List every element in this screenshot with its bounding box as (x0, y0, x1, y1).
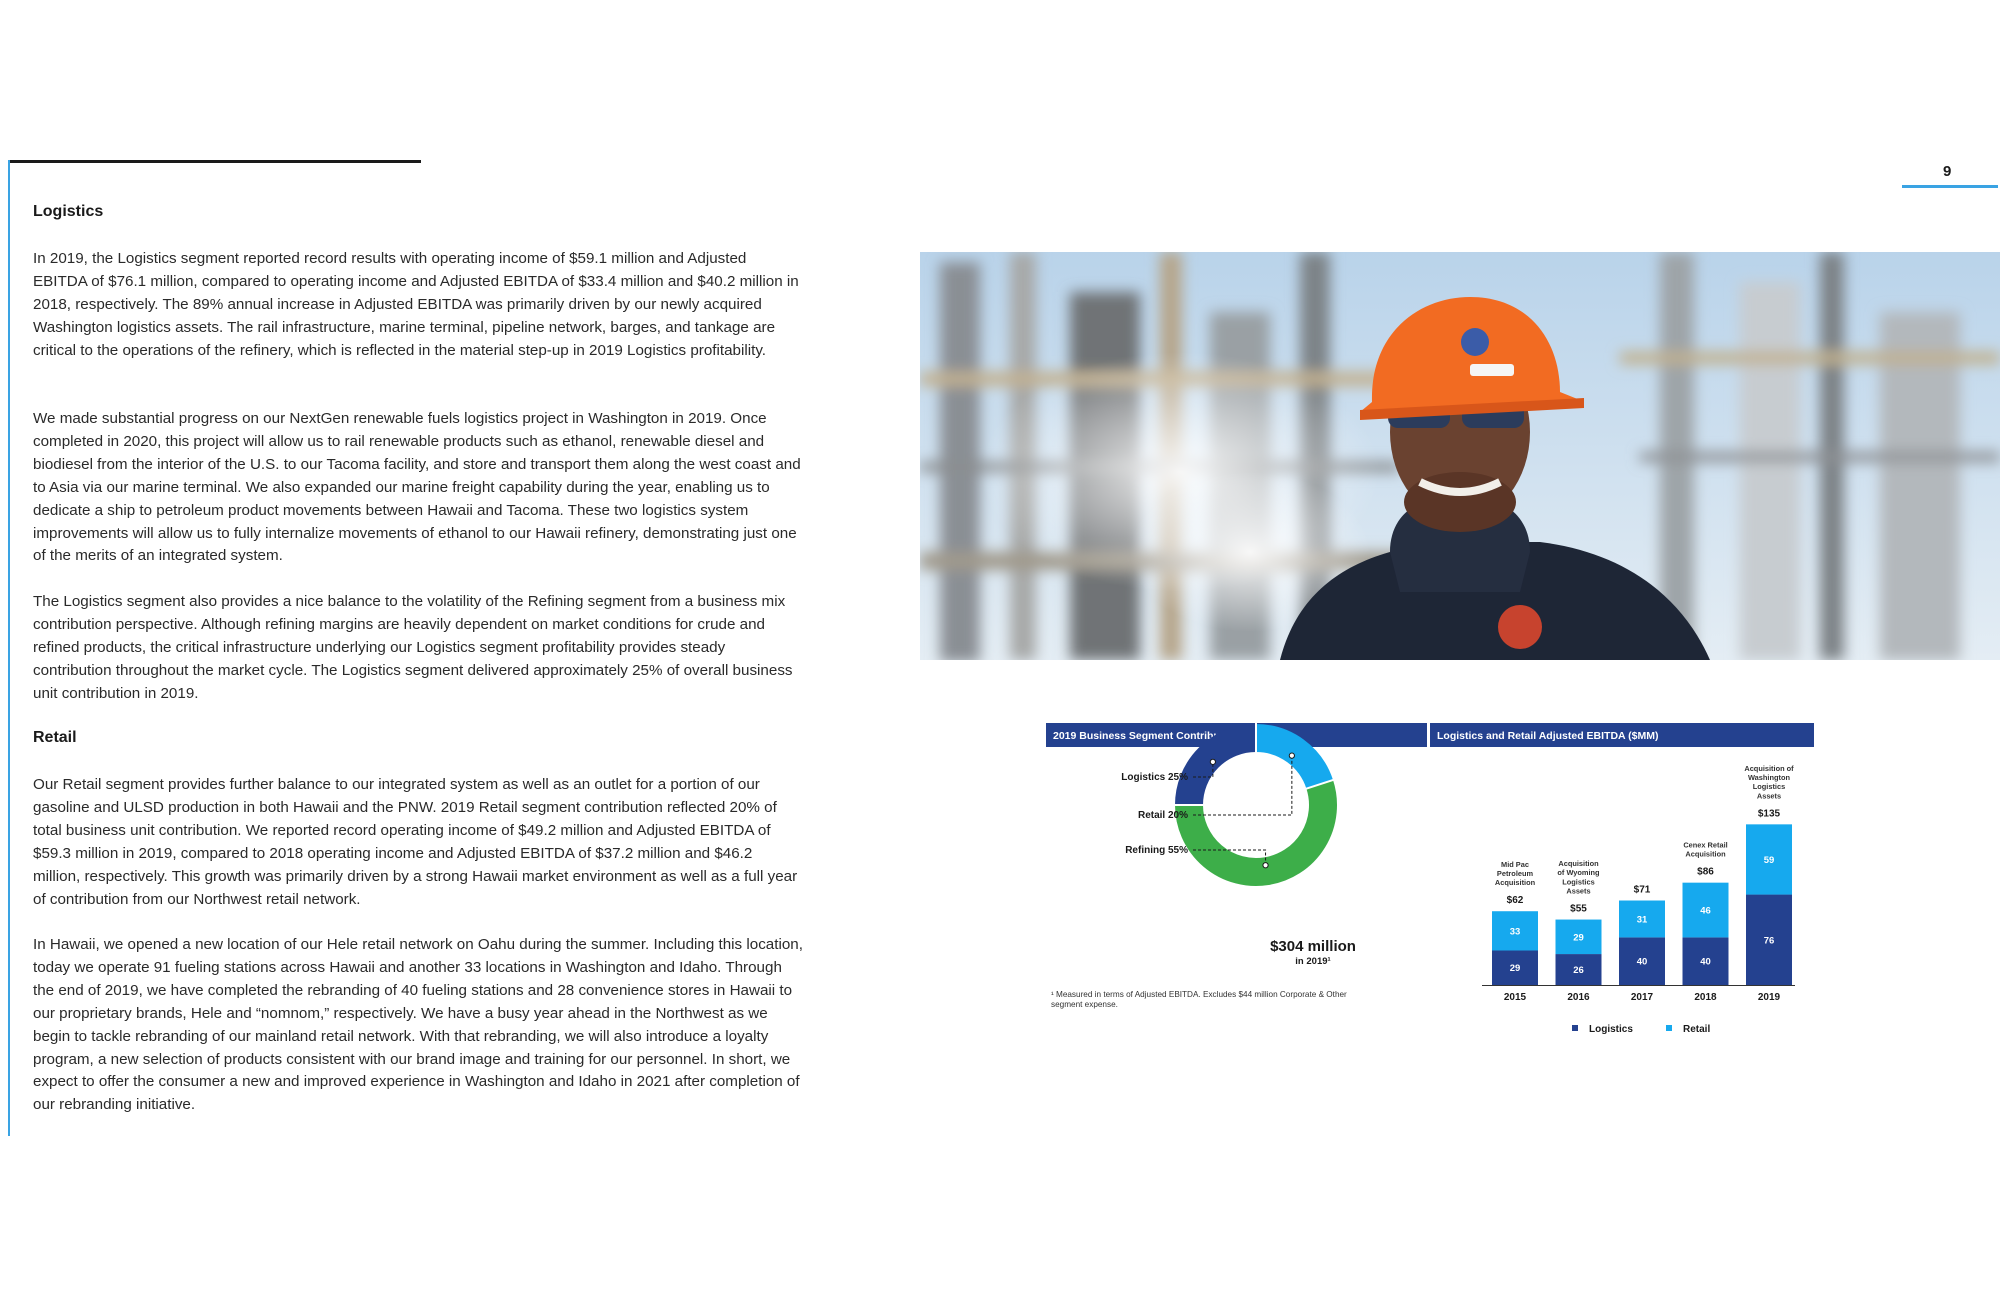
footnote-line-2: segment expense. (1051, 1000, 1118, 1009)
legend-swatch-retail (1666, 1025, 1672, 1031)
bar-annotation-2016: Assets (1566, 886, 1591, 896)
footnote-line-1: ¹ Measured in terms of Adjusted EBITDA. Excludes $44 million Corporate & Other (1051, 990, 1347, 999)
donut-slice-refining (1189, 784, 1323, 872)
bar-total-2017: $71 (1633, 884, 1651, 896)
bar-chart (1482, 764, 1795, 1035)
legend-label-retail: Retail (1683, 1024, 1711, 1035)
page-number-rule (1902, 185, 1998, 188)
legend-label-logistics: Logistics (1589, 1024, 1633, 1035)
donut-marker-logistics (1210, 759, 1215, 764)
bar-total-2015: $62 (1506, 895, 1524, 907)
bar-annotation-2019: Logistics (1752, 782, 1786, 792)
bar-annotation-2019: Washington (1747, 772, 1791, 782)
left-accent-rule (8, 160, 10, 1136)
x-tick-2017: 2017 (1630, 992, 1654, 1003)
page-number: 9 (1943, 163, 1952, 180)
retail-paragraph-1: Our Retail segment provides further balance to our integrated system as well as an outlet for a portion of our gasoline and ULSD production in both Hawaii and the PNW. 2019 Retail segment contribution reflected 20% of total business unit contribution. We reported record operating income of $49.2 million and Adjusted EBITDA of $59.3 million in 2019, compared to 2018 operating income and Adjusted EBITDA of $37.2 million and $46.2 million, respectively. This growth was primarily driven by a strong Hawaii market environment as well as a full year of contribution from our Northwest retail network. (33, 776, 798, 908)
x-tick-2019: 2019 (1757, 992, 1781, 1003)
donut-label-logistics: Logistics 25% (1121, 772, 1188, 783)
bar-annotation-2019: Assets (1756, 791, 1782, 801)
bar-total-2018: $86 (1697, 866, 1714, 878)
logistics-paragraph-2: We made substantial progress on our NextGen renewable fuels logistics project in Washington in 2019. Once completed in 2020, this project will allow us to rail renewable products such as ethanol, renewable diesel and biodiesel from the interior of the U.S. to our Tacoma facility, and store and transport them along the west coast and to Asia via our marine terminal. We also expanded our marine freight capability during the year, enabling us to dedicate a ship to petroleum product movements between Hawaii and Tacoma. These two logistics system improvements will allow us to fully internalize movements of ethanol to our Hawaii refinery, demonstrating just one of the merits of an integrated system. (33, 410, 801, 565)
x-tick-2015: 2015 (1503, 992, 1527, 1003)
bar-total-2019: $135 (1757, 808, 1781, 820)
bar-value-retail-2016: 29 (1573, 932, 1584, 944)
bar-value-retail-2019: 59 (1763, 854, 1775, 866)
retail-paragraph-2: In Hawaii, we opened a new location of our Hele retail network on Oahu during the summer. Including this location, today we operate 91 fueling stations across Hawaii and another 33 locations in Washington and Idaho. Through the end of 2019, we have completed the rebranding of 40 fueling stations and 28 convenience stores in Hawaii to our proprietary brands, Hele and “nomnom,” respectively. We have a busy year ahead in the Northwest as we begin to tackle rebranding of our mainland retail network. With that rebranding, we will also introduce a loyalty program, a new selection of products consistent with our brand image and training for our personnel. In short, we expect to offer the consumer a new and improved experience in Washington and Idaho in 2021 after completion of our rebranding initiative. (33, 936, 803, 1114)
logistics-paragraph-3: The Logistics segment also provides a nice balance to the volatility of the Refining segment from a business mix contribution perspective. Although refining margins are heavily dependent on market conditions for crude and refined products, the critical infrastructure underlying our Logistics segment profitability provides steady contribution throughout the market cycle. The Logistics segment delivered approximately 25% of overall business unit contribution in 2019. (33, 593, 793, 702)
bar-annotation-2016: of Wyoming (1557, 868, 1600, 878)
bar-annotation-2018: Cenex Retail (1683, 840, 1728, 850)
donut-center-sub: in 2019¹ (1295, 956, 1331, 967)
donut-title: 2019 Business Segment Contribution (1053, 730, 1240, 742)
bar-total-2016: $55 (1570, 903, 1587, 915)
bar-value-retail-2015: 33 (1509, 926, 1521, 938)
bar-value-logistics-2018: 40 (1700, 956, 1711, 968)
bar-title: Logistics and Retail Adjusted EBITDA ($MM) (1437, 730, 1659, 742)
bar-annotation-2016: Acquisition (1558, 858, 1599, 868)
bar-annotation-2019: Acquisition of (1744, 763, 1794, 773)
segment-figure (1046, 723, 1814, 1053)
bar-value-logistics-2016: 26 (1573, 965, 1584, 977)
bar-value-logistics-2017: 40 (1636, 956, 1648, 968)
bar-annotation-2015: Acquisition (1494, 878, 1536, 888)
top-rule (8, 160, 421, 163)
bar-annotation-2018: Acquisition (1685, 849, 1726, 859)
logistics-heading: Logistics (33, 203, 104, 220)
donut-marker-refining (1263, 863, 1268, 868)
legend-swatch-logistics (1572, 1025, 1578, 1031)
x-tick-2018: 2018 (1694, 992, 1717, 1003)
bar-annotation-2015: Mid Pac (1501, 859, 1529, 869)
donut-center-value: $304 million (1270, 938, 1356, 955)
logistics-paragraph-1: In 2019, the Logistics segment reported record results with operating income of $59.1 million and Adjusted EBITDA of $76.1 million, compared to operating income and Adjusted EBITDA of $33.4 million and $40.2 million in 2018, respectively. The 89% annual increase in Adjusted EBITDA was primarily driven by our newly acquired Washington logistics assets. The rail infrastructure, marine terminal, pipeline network, barges, and tankage are critical to the operations of the refinery, which is reflected in the material step-up in 2019 Logistics profitability. (33, 250, 799, 359)
bar-value-retail-2017: 31 (1636, 914, 1648, 926)
bar-annotation-2015: Petroleum (1496, 869, 1534, 879)
refinery-worker-photo (920, 252, 2000, 660)
retail-heading: Retail (33, 729, 77, 746)
bar-value-logistics-2019: 76 (1763, 935, 1775, 947)
bar-annotation-2016: Logistics (1562, 877, 1595, 887)
x-tick-2016: 2016 (1567, 992, 1590, 1003)
bar-value-logistics-2015: 29 (1509, 963, 1521, 975)
donut-slice-retail (1256, 738, 1320, 784)
donut-marker-retail (1289, 753, 1294, 758)
donut-label-retail: Retail 20% (1137, 810, 1188, 821)
donut-label-refining: Refining 55% (1125, 845, 1188, 856)
bar-value-retail-2018: 46 (1700, 905, 1711, 917)
donut-slice-logistics (1189, 738, 1256, 805)
